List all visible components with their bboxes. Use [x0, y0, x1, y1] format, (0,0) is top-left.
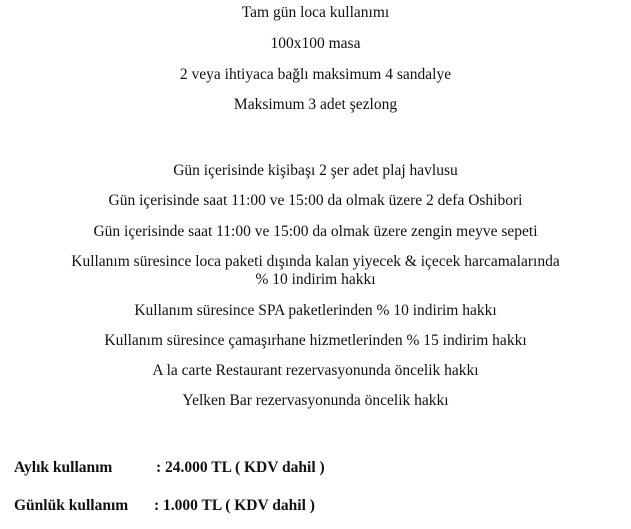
item-food-discount: Kullanım süresince loca paketi dışında kalan yiyecek & içecek harcamalarında — [71, 253, 560, 270]
item-laundry-discount: Kullanım süresince çamaşırhane hizmetlerinden % 15 indirim hakkı — [104, 332, 527, 349]
price-daily-label: Günlük kullanım — [14, 497, 129, 514]
item-fruit-basket: Gün içerisinde saat 11:00 ve 15:00 da olmak üzere zengin meyve sepeti — [93, 223, 538, 240]
item-sunbeds: Maksimum 3 adet şezlong — [233, 96, 398, 113]
item-spa-discount: Kullanım süresince SPA paketlerinden % 10 indirim hakkı — [134, 302, 497, 319]
price-daily-value: : 1.000 TL ( KDV dahil ) — [154, 497, 315, 514]
item-beach-towels: Gün içerisinde kişibaşı 2 şer adet plaj havlusu — [173, 162, 458, 179]
item-bar-priority: Yelken Bar rezervasyonunda öncelik hakkı — [182, 392, 449, 409]
price-daily — [14, 497, 315, 515]
price-monthly-value: : 24.000 TL ( KDV dahil ) — [156, 459, 325, 476]
item-table-size: 100x100 masa — [270, 35, 361, 52]
item-chairs: 2 veya ihtiyaca bağlı maksimum 4 sandalye — [179, 66, 452, 83]
item-restaurant-priority: A la carte Restaurant rezervasyonunda öncelik hakkı — [152, 362, 479, 379]
item-food-discount-cont: % 10 indirim hakkı — [255, 271, 376, 288]
item-oshibori: Gün içerisinde saat 11:00 ve 15:00 da olmak üzere 2 defa Oshibori — [108, 192, 523, 209]
price-monthly-label: Aylık kullanım — [14, 459, 113, 476]
item-full-day-loca: Tam gün loca kullanımı — [241, 4, 390, 21]
price-monthly — [14, 459, 325, 477]
